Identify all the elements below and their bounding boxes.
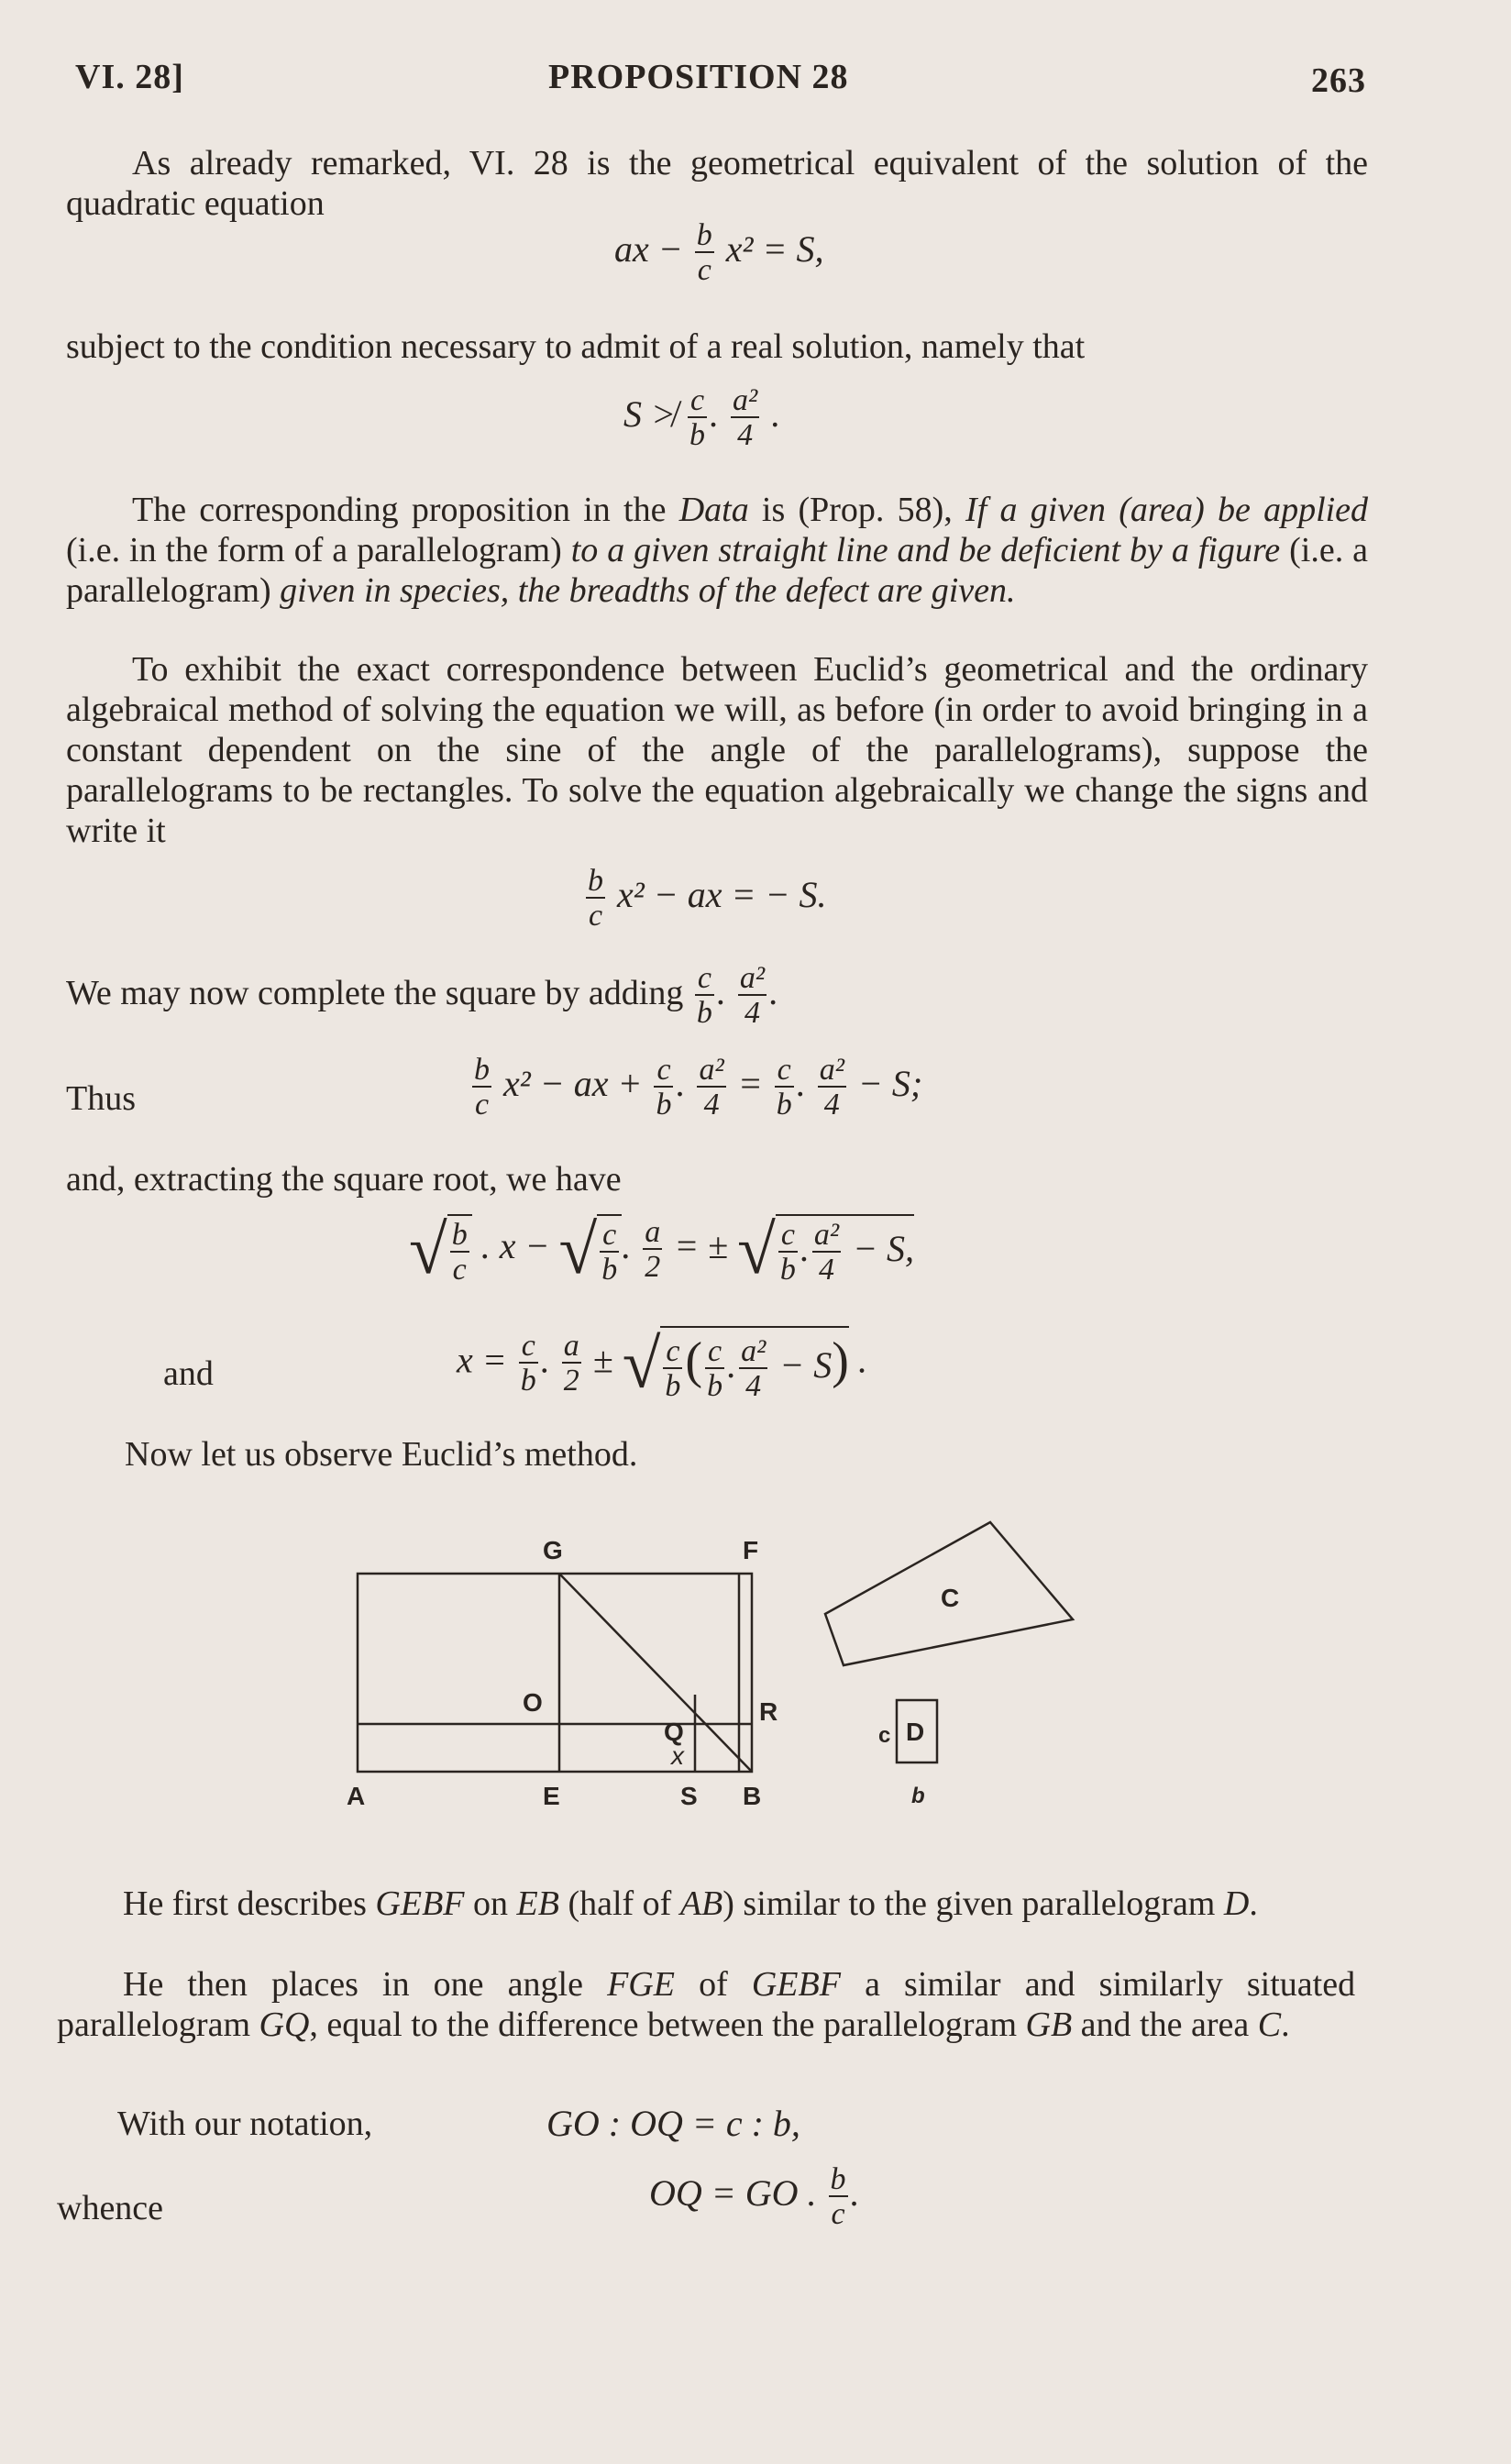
label-x: x [671,1741,684,1770]
paragraph-1: As already remarked, VI. 28 is the geometrical equivalent of the solution of the quadratic equation [66,144,1368,223]
equation-8: OQ = GO . $\frac{b}{c}$ . [649,2162,860,2231]
equation-7: GO : OQ = c : b, [546,2103,800,2144]
label-A: A [347,1782,366,1810]
equation-4: $\frac{b}{c}$ x² − ax + $\frac{c}{b}$ . $\frac{\text{a²}}{4}$ = $\frac{c}{b}$ . $\frac{\text{a²}}{4}$ − S; [474,1053,923,1122]
rectangle-AF [358,1574,752,1772]
equation-3: $\frac{b}{c}$ x² − ax = − S. [588,864,827,933]
paragraph-9: He first describes GEBF on EB (half of AB) similar to the given parallelogram D. [123,1884,1258,1923]
paragraph-4: To exhibit the exact correspondence between Euclid’s geometrical and the ordinary algebraical method of solving the equation we will, as before (in order to avoid bringing in a constant dependent on the sine of the angle of the parallelograms), suppose the parallelograms to be rectangles. To solve the equation algebraically we change the signs and write it [66,650,1368,850]
label-b: b [911,1784,925,1808]
paragraph-10: He then places in one angle FGE of GEBF a similar and similarly situated parallelogram GQ, equal to the difference between the parallelogram GB and the area C. [57,1965,1356,2044]
equation-6: x = $\frac{c}{b}$ . $\frac{a}{2}$ ± √ $\frac{c}{b}$ ( $\frac{c}{b}$ . $\frac{\text{a²}}{4}$ − S) . [457,1325,867,1403]
label-F: F [743,1536,759,1564]
label-c: c [878,1723,891,1748]
paragraph-8: Now let us observe Euclid’s method. [125,1435,638,1474]
whence-label: whence [57,2189,164,2227]
thus-label: Thus [66,1079,136,1118]
paragraph-3: The corresponding proposition in the Data is (Prop. 58), If a given (area) be applied (i.e. in the form of a parallelogram) to a given straight line and be deficient by a figure (i.e. a parallelogram) given in species, the breadths of the defect are given. [66,491,1369,610]
paragraph-7: and, extracting the square root, we have [66,1160,622,1199]
label-D: D [906,1718,925,1746]
header-page-number: 263 [1311,61,1366,100]
header-title: PROPOSITION 28 [548,58,849,96]
label-S: S [680,1782,698,1810]
geometric-figure [330,1504,1100,1834]
notation-label: With our notation, [117,2105,373,2143]
equation-2: S ≯ $\frac{c}{b}$ . $\frac{\text{a²}}{4}$ . [623,383,781,452]
label-Q: Q [664,1718,684,1746]
paragraph-5: We may now complete the square by adding $\frac{c}{b}$ . $\frac{\text{a²}}{4}$ . [66,961,779,1030]
and-label: and [163,1354,214,1393]
label-E: E [543,1782,560,1810]
label-O: O [523,1688,543,1717]
label-B: B [743,1782,762,1810]
label-G: G [543,1536,563,1564]
diagonal-GB [559,1574,752,1772]
equation-1: ax − $\frac{b}{c}$ x² = S, [614,218,824,287]
label-R: R [759,1697,778,1726]
label-C: C [941,1584,960,1612]
paragraph-2: subject to the condition necessary to admit of a real solution, namely that [66,327,1086,366]
header-section-ref: VI. 28] [75,58,184,96]
equation-5: √ $\frac{b}{c}$ . x − √ $\frac{c}{b}$ . $\frac{a}{2}$ = ± √ $\frac{c}{b}$ . $\frac{\text{a²}}{4}$ − S, [409,1211,915,1288]
